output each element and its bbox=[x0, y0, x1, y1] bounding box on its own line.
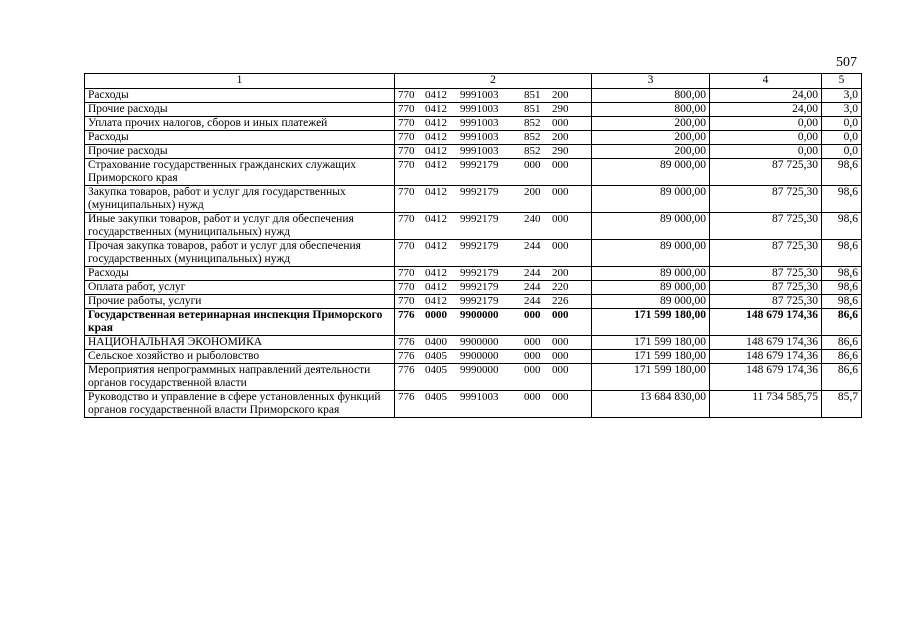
code-part: 200 bbox=[552, 131, 569, 143]
code-part: 0412 bbox=[425, 89, 447, 101]
code-part: 200 bbox=[552, 89, 569, 101]
row-codes bbox=[395, 281, 592, 295]
row-codes bbox=[395, 186, 592, 213]
code-part: 0412 bbox=[425, 103, 447, 115]
row-codes bbox=[395, 117, 592, 131]
plan-amount: 171 599 180,00 bbox=[592, 309, 710, 336]
code-part: 770 bbox=[398, 103, 415, 115]
row-name: Расходы bbox=[85, 267, 395, 281]
row-name: НАЦИОНАЛЬНАЯ ЭКОНОМИКА bbox=[85, 336, 395, 350]
code-part: 000 bbox=[552, 391, 569, 403]
row-name: Мероприятия непрограммных направлений деятельности органов государственной власти bbox=[85, 364, 395, 391]
code-part: 9992179 bbox=[460, 240, 499, 252]
code-part: 770 bbox=[398, 295, 415, 307]
row-name: Прочая закупка товаров, работ и услуг для обеспечения государственных (муниципальных) нужд bbox=[85, 240, 395, 267]
code-part: 9991003 bbox=[460, 103, 499, 115]
code-part: 000 bbox=[524, 364, 541, 376]
code-part: 0412 bbox=[425, 186, 447, 198]
code-part: 244 bbox=[524, 240, 541, 252]
column-header: 5 bbox=[822, 74, 862, 89]
code-part: 0412 bbox=[425, 240, 447, 252]
plan-amount: 89 000,00 bbox=[592, 186, 710, 213]
code-part: 9992179 bbox=[460, 267, 499, 279]
plan-amount: 89 000,00 bbox=[592, 295, 710, 309]
execution-percent: 0,0 bbox=[822, 131, 862, 145]
row-codes bbox=[395, 89, 592, 103]
execution-percent: 98,6 bbox=[822, 267, 862, 281]
code-part: 000 bbox=[552, 186, 569, 198]
code-part: 770 bbox=[398, 213, 415, 225]
code-part: 000 bbox=[524, 309, 541, 321]
plan-amount: 89 000,00 bbox=[592, 240, 710, 267]
execution-percent: 98,6 bbox=[822, 295, 862, 309]
code-part: 9900000 bbox=[460, 336, 499, 348]
code-part: 0400 bbox=[425, 336, 447, 348]
fact-amount: 87 725,30 bbox=[710, 267, 822, 281]
code-part: 226 bbox=[552, 295, 569, 307]
code-part: 9991003 bbox=[460, 117, 499, 129]
code-part: 290 bbox=[552, 103, 569, 115]
code-part: 244 bbox=[524, 281, 541, 293]
code-part: 9990000 bbox=[460, 364, 499, 376]
code-part: 9991003 bbox=[460, 391, 499, 403]
row-name: Иные закупки товаров, работ и услуг для обеспечения государственных (муниципальных) нужд bbox=[85, 213, 395, 240]
code-part: 240 bbox=[524, 213, 541, 225]
row-codes bbox=[395, 240, 592, 267]
code-part: 776 bbox=[398, 391, 415, 403]
column-header: 2 bbox=[395, 74, 592, 89]
fact-amount: 87 725,30 bbox=[710, 186, 822, 213]
code-part: 000 bbox=[552, 350, 569, 362]
code-part: 0412 bbox=[425, 267, 447, 279]
code-part: 9992179 bbox=[460, 281, 499, 293]
row-name: Оплата работ, услуг bbox=[85, 281, 395, 295]
row-name: Уплата прочих налогов, сборов и иных платежей bbox=[85, 117, 395, 131]
fact-amount: 0,00 bbox=[710, 117, 822, 131]
table-row bbox=[85, 295, 862, 309]
code-part: 9992179 bbox=[460, 159, 499, 171]
row-codes bbox=[395, 336, 592, 350]
code-part: 9991003 bbox=[460, 145, 499, 157]
code-part: 776 bbox=[398, 350, 415, 362]
code-part: 000 bbox=[524, 159, 541, 171]
row-name: Прочие расходы bbox=[85, 145, 395, 159]
execution-percent: 98,6 bbox=[822, 213, 862, 240]
code-part: 000 bbox=[552, 364, 569, 376]
code-part: 0412 bbox=[425, 117, 447, 129]
code-part: 776 bbox=[398, 336, 415, 348]
row-codes bbox=[395, 350, 592, 364]
row-codes bbox=[395, 364, 592, 391]
column-header: 3 bbox=[592, 74, 710, 89]
code-part: 000 bbox=[552, 240, 569, 252]
row-name: Руководство и управление в сфере установленных функций органов государственной власти Приморского края bbox=[85, 391, 395, 418]
row-name: Прочие работы, услуги bbox=[85, 295, 395, 309]
code-part: 851 bbox=[524, 103, 541, 115]
code-part: 000 bbox=[524, 391, 541, 403]
fact-amount: 11 734 585,75 bbox=[710, 391, 822, 418]
execution-percent: 98,6 bbox=[822, 240, 862, 267]
plan-amount: 200,00 bbox=[592, 131, 710, 145]
table-row bbox=[85, 117, 862, 131]
execution-percent: 98,6 bbox=[822, 159, 862, 186]
code-part: 200 bbox=[552, 267, 569, 279]
code-part: 0412 bbox=[425, 131, 447, 143]
code-part: 000 bbox=[552, 309, 569, 321]
plan-amount: 13 684 830,00 bbox=[592, 391, 710, 418]
row-name: Прочие расходы bbox=[85, 103, 395, 117]
table-row bbox=[85, 89, 862, 103]
code-part: 0412 bbox=[425, 159, 447, 171]
code-part: 0000 bbox=[425, 309, 447, 321]
code-part: 000 bbox=[524, 350, 541, 362]
row-name: Расходы bbox=[85, 131, 395, 145]
code-part: 0405 bbox=[425, 350, 447, 362]
table-row bbox=[85, 240, 862, 267]
fact-amount: 87 725,30 bbox=[710, 295, 822, 309]
plan-amount: 89 000,00 bbox=[592, 281, 710, 295]
table-row bbox=[85, 186, 862, 213]
plan-amount: 200,00 bbox=[592, 145, 710, 159]
code-part: 000 bbox=[552, 336, 569, 348]
code-part: 000 bbox=[552, 117, 569, 129]
code-part: 0412 bbox=[425, 145, 447, 157]
code-part: 0405 bbox=[425, 391, 447, 403]
fact-amount: 87 725,30 bbox=[710, 213, 822, 240]
table-row bbox=[85, 391, 862, 418]
code-part: 000 bbox=[552, 213, 569, 225]
code-part: 770 bbox=[398, 117, 415, 129]
code-part: 770 bbox=[398, 240, 415, 252]
row-codes bbox=[395, 391, 592, 418]
fact-amount: 87 725,30 bbox=[710, 281, 822, 295]
fact-amount: 87 725,30 bbox=[710, 159, 822, 186]
execution-percent: 0,0 bbox=[822, 145, 862, 159]
row-name: Закупка товаров, работ и услуг для государственных (муниципальных) нужд bbox=[85, 186, 395, 213]
code-part: 9991003 bbox=[460, 131, 499, 143]
code-part: 770 bbox=[398, 159, 415, 171]
table-row bbox=[85, 309, 862, 336]
row-codes bbox=[395, 145, 592, 159]
code-part: 200 bbox=[524, 186, 541, 198]
code-part: 244 bbox=[524, 267, 541, 279]
code-part: 9992179 bbox=[460, 295, 499, 307]
code-part: 000 bbox=[552, 159, 569, 171]
code-part: 9991003 bbox=[460, 89, 499, 101]
code-part: 770 bbox=[398, 89, 415, 101]
row-codes bbox=[395, 309, 592, 336]
row-codes bbox=[395, 213, 592, 240]
column-header: 1 bbox=[85, 74, 395, 89]
row-codes bbox=[395, 295, 592, 309]
plan-amount: 171 599 180,00 bbox=[592, 350, 710, 364]
execution-percent: 86,6 bbox=[822, 309, 862, 336]
code-part: 9992179 bbox=[460, 186, 499, 198]
row-codes bbox=[395, 131, 592, 145]
code-part: 770 bbox=[398, 145, 415, 157]
table-row bbox=[85, 364, 862, 391]
code-part: 770 bbox=[398, 186, 415, 198]
column-header: 4 bbox=[710, 74, 822, 89]
plan-amount: 89 000,00 bbox=[592, 213, 710, 240]
row-name: Государственная ветеринарная инспекция Приморского края bbox=[85, 309, 395, 336]
code-part: 9900000 bbox=[460, 350, 499, 362]
execution-percent: 85,7 bbox=[822, 391, 862, 418]
table-row bbox=[85, 131, 862, 145]
table-row bbox=[85, 213, 862, 240]
table-row bbox=[85, 103, 862, 117]
code-part: 776 bbox=[398, 364, 415, 376]
fact-amount: 87 725,30 bbox=[710, 240, 822, 267]
code-part: 000 bbox=[524, 336, 541, 348]
code-part: 290 bbox=[552, 145, 569, 157]
row-name: Страхование государственных гражданских служащих Приморского края bbox=[85, 159, 395, 186]
plan-amount: 800,00 bbox=[592, 103, 710, 117]
fact-amount: 24,00 bbox=[710, 89, 822, 103]
code-part: 851 bbox=[524, 89, 541, 101]
execution-percent: 3,0 bbox=[822, 89, 862, 103]
execution-percent: 0,0 bbox=[822, 117, 862, 131]
page-number: 507 bbox=[836, 55, 857, 70]
plan-amount: 800,00 bbox=[592, 89, 710, 103]
table-row bbox=[85, 281, 862, 295]
execution-percent: 86,6 bbox=[822, 364, 862, 391]
code-part: 0412 bbox=[425, 281, 447, 293]
code-part: 852 bbox=[524, 117, 541, 129]
row-codes bbox=[395, 267, 592, 281]
fact-amount: 0,00 bbox=[710, 131, 822, 145]
table-row bbox=[85, 336, 862, 350]
row-name: Расходы bbox=[85, 89, 395, 103]
row-name: Сельское хозяйство и рыболовство bbox=[85, 350, 395, 364]
code-part: 770 bbox=[398, 281, 415, 293]
budget-table bbox=[84, 73, 862, 418]
row-codes bbox=[395, 159, 592, 186]
code-part: 0412 bbox=[425, 295, 447, 307]
execution-percent: 86,6 bbox=[822, 350, 862, 364]
code-part: 852 bbox=[524, 145, 541, 157]
code-part: 770 bbox=[398, 267, 415, 279]
code-part: 776 bbox=[398, 309, 415, 321]
code-part: 0412 bbox=[425, 213, 447, 225]
fact-amount: 0,00 bbox=[710, 145, 822, 159]
fact-amount: 148 679 174,36 bbox=[710, 350, 822, 364]
fact-amount: 148 679 174,36 bbox=[710, 336, 822, 350]
code-part: 852 bbox=[524, 131, 541, 143]
header-row bbox=[85, 74, 862, 89]
table-row bbox=[85, 145, 862, 159]
execution-percent: 86,6 bbox=[822, 336, 862, 350]
code-part: 220 bbox=[552, 281, 569, 293]
row-codes bbox=[395, 103, 592, 117]
code-part: 9900000 bbox=[460, 309, 499, 321]
code-part: 0405 bbox=[425, 364, 447, 376]
table-row bbox=[85, 267, 862, 281]
execution-percent: 98,6 bbox=[822, 186, 862, 213]
table-row bbox=[85, 159, 862, 186]
execution-percent: 3,0 bbox=[822, 103, 862, 117]
plan-amount: 200,00 bbox=[592, 117, 710, 131]
fact-amount: 148 679 174,36 bbox=[710, 309, 822, 336]
plan-amount: 89 000,00 bbox=[592, 267, 710, 281]
table-body bbox=[85, 89, 862, 418]
fact-amount: 24,00 bbox=[710, 103, 822, 117]
fact-amount: 148 679 174,36 bbox=[710, 364, 822, 391]
plan-amount: 89 000,00 bbox=[592, 159, 710, 186]
code-part: 244 bbox=[524, 295, 541, 307]
table-row bbox=[85, 350, 862, 364]
code-part: 770 bbox=[398, 131, 415, 143]
plan-amount: 171 599 180,00 bbox=[592, 364, 710, 391]
code-part: 9992179 bbox=[460, 213, 499, 225]
execution-percent: 98,6 bbox=[822, 281, 862, 295]
plan-amount: 171 599 180,00 bbox=[592, 336, 710, 350]
